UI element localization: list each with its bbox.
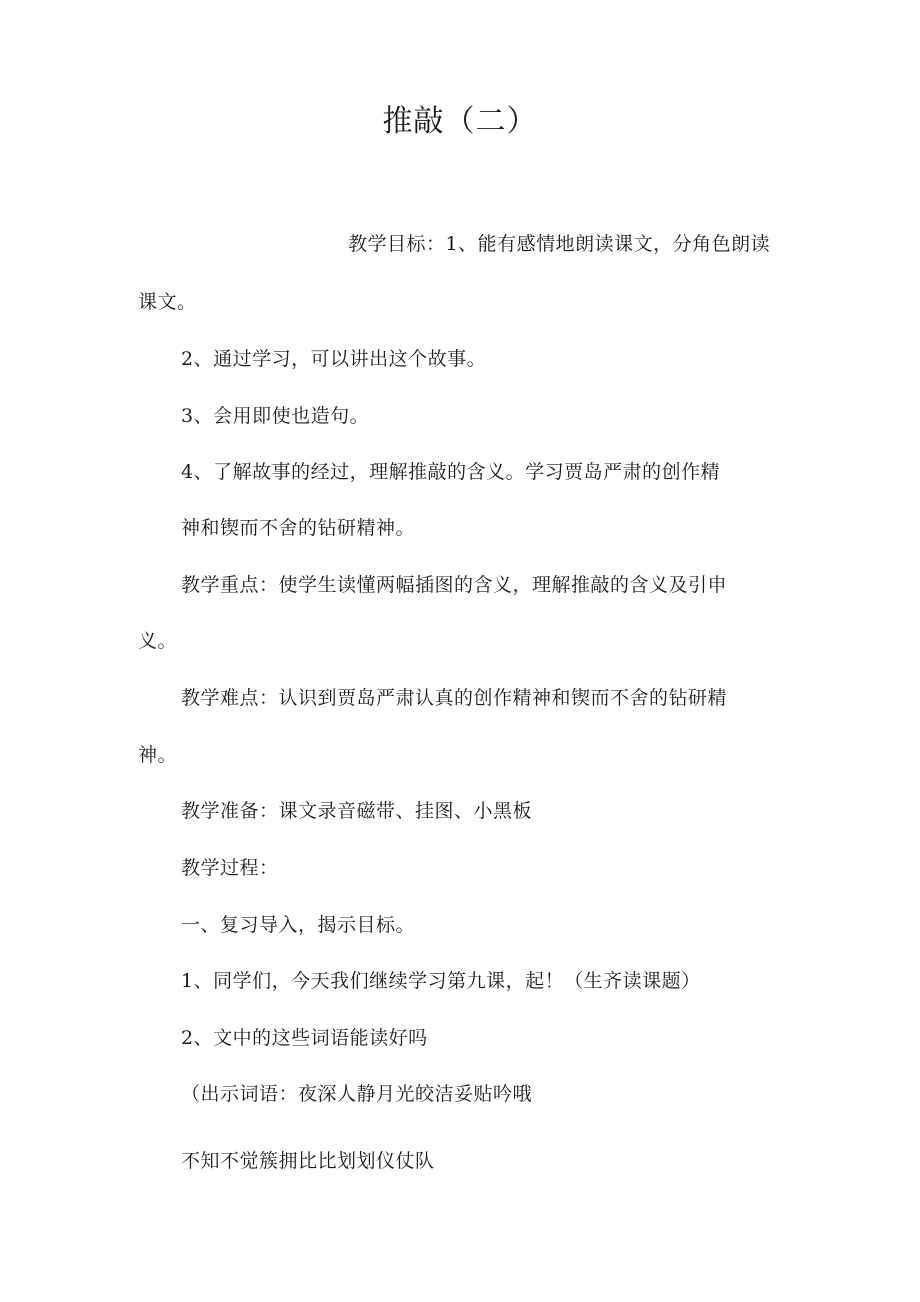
paragraph-line: 2、通过学习，可以讲出这个故事。 <box>181 348 487 370</box>
paragraph-line: 神。 <box>138 744 178 766</box>
paragraph-line: 教学重点：使学生读懂两幅插图的含义，理解推敲的含义及引申 <box>181 574 728 596</box>
paragraph-line: 教学准备：课文录音磁带、挂图、小黑板 <box>181 800 533 822</box>
paragraph-line: 4、了解故事的经过，理解推敲的含义。学习贾岛严肃的创作精 <box>181 461 721 483</box>
paragraph-line: 1、同学们，今天我们继续学习第九课，起！（生齐读课题） <box>181 970 701 992</box>
paragraph-line: 一、复习导入，揭示目标。 <box>181 914 416 936</box>
paragraph-line: 教学目标：1、能有感情地朗读课文，分角色朗读 <box>348 233 771 255</box>
paragraph-line: 神和锲而不舍的钻研精神。 <box>181 517 416 539</box>
paragraph-line: 3、会用即使也造句。 <box>181 405 370 427</box>
paragraph-line: 义。 <box>138 630 178 652</box>
paragraph-line: （出示词语：夜深人静月光皎洁妥贴吟哦 <box>181 1083 533 1105</box>
paragraph-line: 不知不觉簇拥比比划划仪仗队 <box>181 1150 435 1172</box>
paragraph-line: 2、文中的这些词语能读好吗 <box>181 1027 428 1049</box>
document-title: 推敲（二） <box>382 104 538 139</box>
paragraph-line: 课文。 <box>138 291 197 313</box>
paragraph-line: 教学难点：认识到贾岛严肃认真的创作精神和锲而不舍的钻研精 <box>181 687 728 709</box>
paragraph-line: 教学过程： <box>181 857 279 879</box>
